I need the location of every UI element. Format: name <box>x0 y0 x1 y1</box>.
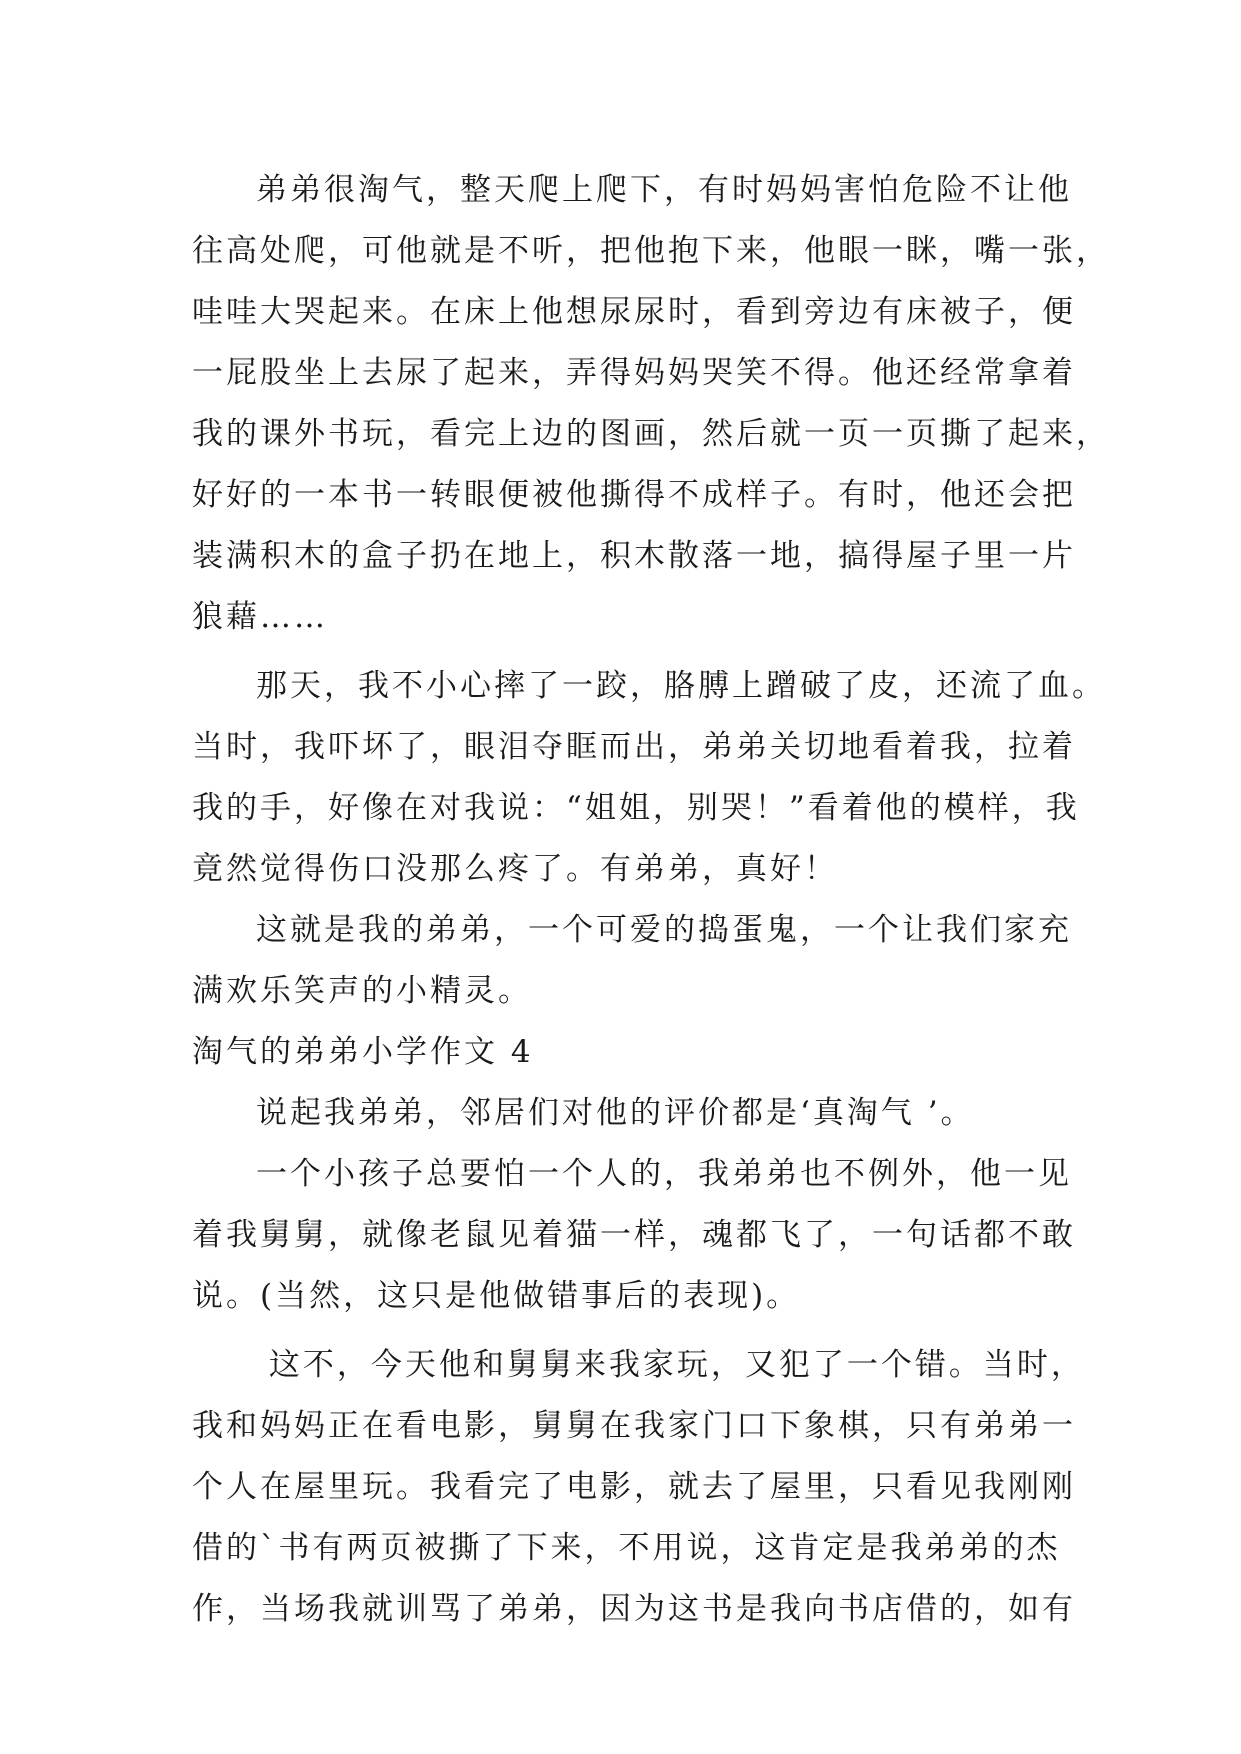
text-line: 说。(当然，这只是他做错事后的表现)。 <box>192 1278 801 1314</box>
text-line: 好好的一本书一转眼便被他撕得不成样子。有时，他还会把 <box>192 477 1076 513</box>
paragraph <box>192 1083 1052 1144</box>
text-line: 借的`书有两页被撕了下来，不用说，这肯定是我弟弟的杰 <box>192 1530 1061 1566</box>
text-line: 着我舅舅，就像老鼠见着猫一样，魂都飞了，一句话都不敢 <box>192 1217 1076 1253</box>
paragraph <box>192 656 1106 900</box>
text-line: 我的课外书玩，看完上边的图画，然后就一页一页撕了起来， <box>192 416 1110 452</box>
paragraph <box>192 160 1110 648</box>
text-line: 个人在屋里玩。我看完了电影，就去了屋里，只看见我刚刚 <box>192 1469 1076 1505</box>
paragraph-spacer <box>192 648 1052 656</box>
text-line: 满欢乐笑声的小精灵。 <box>192 973 532 1009</box>
text-line: 弟弟很淘气，整天爬上爬下，有时妈妈害怕危险不让他 <box>256 172 1072 208</box>
text-line: 装满积木的盒子扔在地上，积木散落一地，搞得屋子里一片 <box>192 538 1076 574</box>
text-line: 作，当场我就训骂了弟弟，因为这书是我向书店借的，如有 <box>192 1591 1076 1627</box>
paragraph-spacer <box>192 1327 1052 1335</box>
text-line: 竟然觉得伤口没那么疼了。有弟弟，真好！ <box>192 851 838 887</box>
text-line: 那天，我不小心摔了一跤，胳膊上蹭破了皮，还流了血。 <box>256 668 1106 704</box>
text-line: 这就是我的弟弟，一个可爱的捣蛋鬼，一个让我们家充 <box>256 912 1072 948</box>
section-heading: 淘气的弟弟小学作文 4 <box>192 1034 534 1070</box>
text-line: 当时，我吓坏了，眼泪夺眶而出，弟弟关切地看着我，拉着 <box>192 729 1076 765</box>
paragraph <box>192 900 1072 1022</box>
text-line: 一个小孩子总要怕一个人的，我弟弟也不例外，他一见 <box>256 1156 1072 1192</box>
paragraph <box>192 1335 1085 1640</box>
text-line: 我的手，好像在对我说：“姐姐，别哭！”看着他的模样，我 <box>192 790 1080 826</box>
text-line: 哇哇大哭起来。在床上他想尿尿时，看到旁边有床被子，便 <box>192 294 1076 330</box>
text-line: 这不，今天他和舅舅来我家玩，又犯了一个错。当时， <box>256 1347 1085 1383</box>
text-line: 一屁股坐上去尿了起来，弄得妈妈哭笑不得。他还经常拿着 <box>192 355 1076 391</box>
document-body <box>192 160 1110 1640</box>
text-line: 往高处爬，可他就是不听，把他抱下来，他眼一眯，嘴一张， <box>192 233 1110 269</box>
paragraph <box>192 1144 1076 1327</box>
text-line: 我和妈妈正在看电影，舅舅在我家门口下象棋，只有弟弟一 <box>192 1408 1076 1444</box>
text-line: 狼藉…… <box>192 599 328 635</box>
text-line: 说起我弟弟，邻居们对他的评价都是‘真淘气 ’。 <box>256 1095 975 1131</box>
